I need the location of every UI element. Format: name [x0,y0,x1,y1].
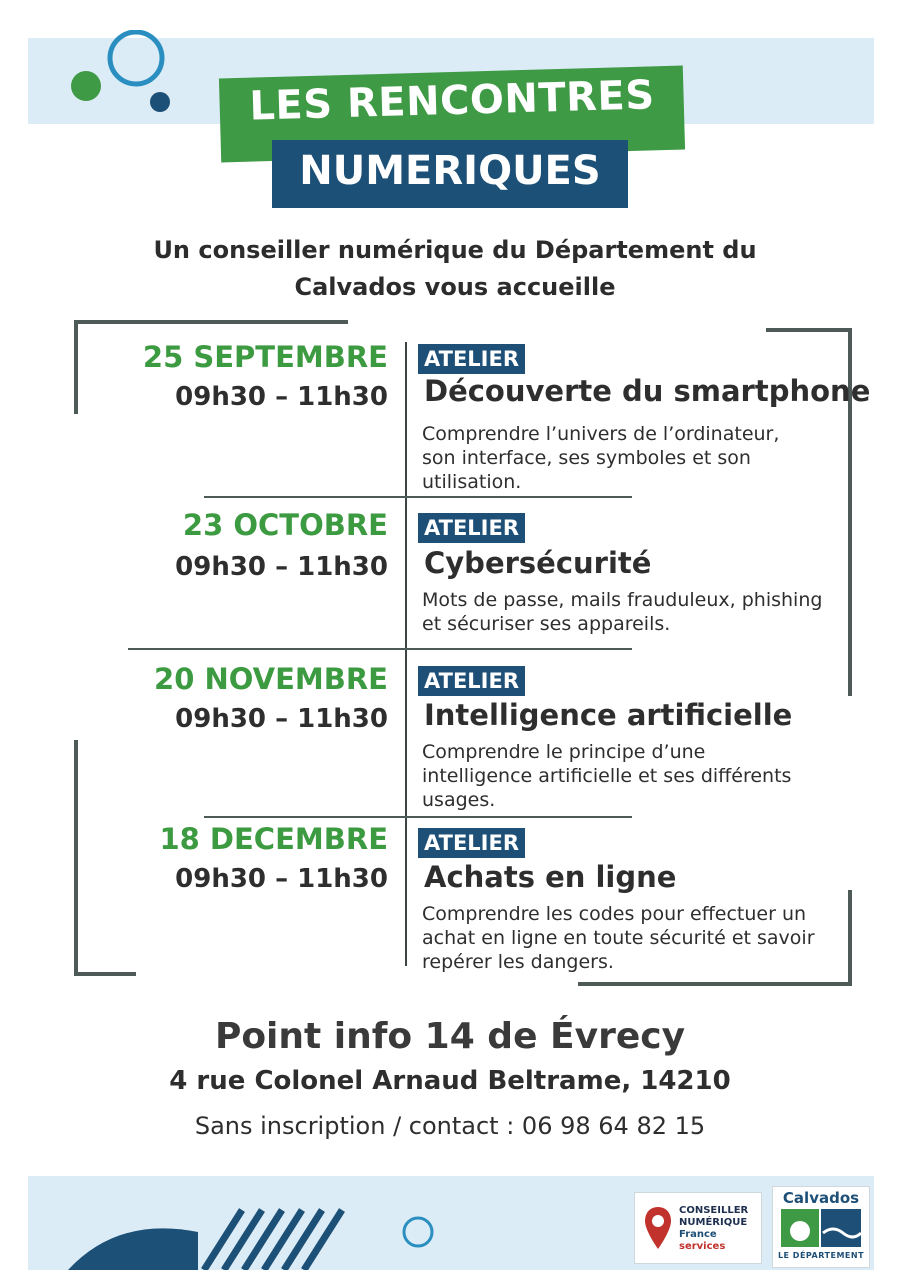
atelier-badge: ATELIER [418,828,525,858]
schedule-divider-3 [204,816,632,818]
description-line: repérer les dangers. [422,951,614,973]
description-line: Mots de passe, mails frauduleux, phishing [422,589,823,611]
schedule-divider-1 [204,496,632,498]
stripes-decoration [204,1210,342,1270]
session-time: 09h30 – 11h30 [175,552,388,582]
description-line: usages. [422,789,496,811]
title-line2: NUMERIQUES [299,148,601,194]
workshop-description [422,740,842,812]
workshop-description [422,422,842,494]
session-date: 25 SEPTEMBRE [142,340,388,374]
conseiller-logo-text [679,1205,748,1253]
wave-shape-decoration [68,1228,198,1270]
workshop-title: Intelligence artificielle [424,698,793,732]
logo-line: NUMÉRIQUE [679,1217,748,1228]
session-date: 23 OCTOBRE [182,508,388,542]
workshop-title: Cybersécurité [424,546,652,580]
atelier-badge: ATELIER [418,666,525,696]
atelier-badge: ATELIER [418,344,525,374]
decorative-circles [60,30,190,120]
description-line: intelligence artificielle et ses différents [422,765,792,787]
session-time: 09h30 – 11h30 [175,864,388,894]
footer-decoration [28,1196,448,1270]
subtitle-line2: Calvados vous accueille [294,273,616,301]
circle-green-decoration [71,71,101,101]
circle-blue-decoration [150,92,170,112]
logo-line: services [679,1241,726,1252]
calvados-logo [772,1186,870,1268]
workshop-description [422,902,842,974]
calvados-logo-name: Calvados [782,1189,860,1207]
description-line: Comprendre les codes pour effectuer un [422,903,807,925]
circle-ring-decoration [404,1218,432,1246]
session-date: 18 DECEMBRE [159,822,388,856]
logo-line: France [679,1229,717,1240]
schedule-vertical-divider [405,342,407,966]
apple-wave-icon [781,1209,861,1247]
subtitle [100,232,810,306]
description-line: utilisation. [422,471,522,493]
session-time: 09h30 – 11h30 [175,704,388,734]
conseiller-numerique-logo [634,1192,762,1264]
venue-address: 4 rue Colonel Arnaud Beltrame, 14210 [169,1066,731,1096]
subtitle-line1: Un conseiller numérique du Département du [153,236,757,264]
workshop-title: Achats en ligne [424,860,677,894]
calvados-logo-tag: LE DÉPARTEMENT [777,1251,865,1260]
atelier-badge: ATELIER [418,513,525,543]
workshop-description [422,588,842,636]
description-line: et sécuriser ses appareils. [422,613,671,635]
title-line1: LES RENCONTRES [248,72,656,130]
frame-corner-bottom-left [74,740,136,976]
workshop-title: Découverte du smartphone [424,374,871,408]
description-line: Comprendre le principe d’une [422,741,706,763]
map-pin-icon [643,1205,673,1251]
description-line: Comprendre l’univers de l’ordinateur, [422,423,780,445]
schedule-divider-2 [128,648,632,650]
venue-contact: Sans inscription / contact : 06 98 64 82 15 [194,1112,706,1140]
session-date: 20 NOVEMBRE [154,662,388,696]
circle-ring-decoration [110,32,162,84]
logo-line: CONSEILLER [679,1205,749,1216]
venue-name: Point info 14 de Évrecy [214,1016,686,1057]
description-line: son interface, ses symboles et son [422,447,751,469]
description-line: achat en ligne en toute sécurité et savoir [422,927,815,949]
session-time: 09h30 – 11h30 [175,382,388,412]
